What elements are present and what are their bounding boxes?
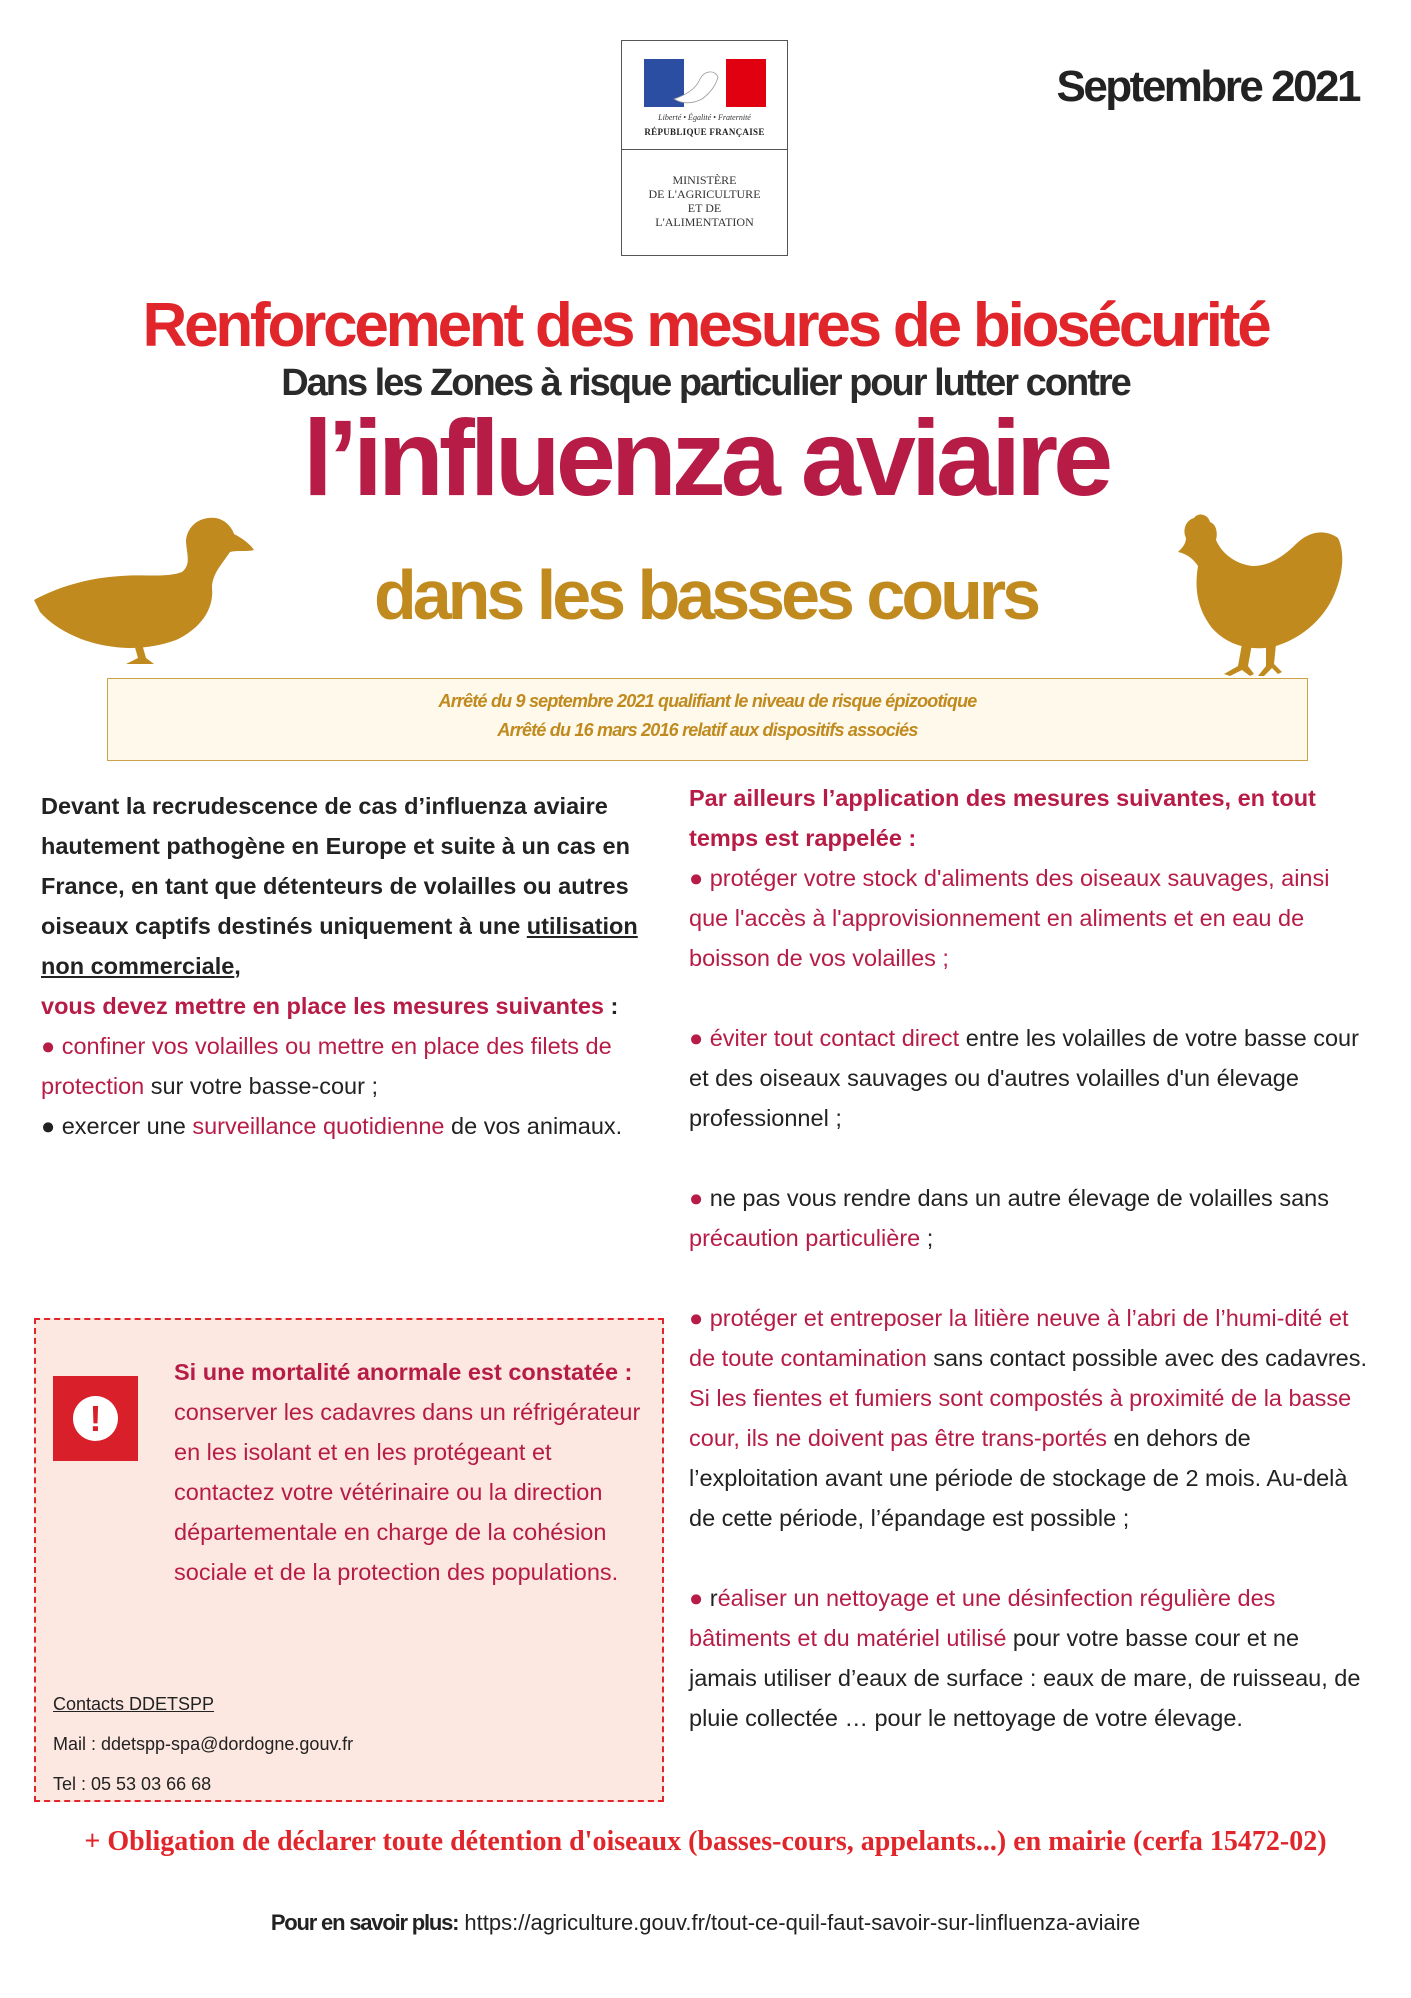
point-5-r: r	[709, 1585, 718, 1611]
point-3-bullet: ●	[689, 1185, 710, 1211]
bullet-2-red: surveillance quotidienne	[192, 1113, 445, 1139]
marianne-flag-icon	[644, 59, 766, 107]
right-point-4	[689, 1298, 1369, 1538]
point-3-red: précaution particulière	[689, 1225, 921, 1251]
bullet-1-rest: sur votre basse-cour ;	[144, 1073, 378, 1099]
bullet-2-pre: ● exercer une	[41, 1113, 193, 1139]
warning-icon-frame	[53, 1376, 138, 1461]
logo-divider	[622, 149, 787, 150]
title-main: l’influenza aviaire	[302, 397, 1109, 518]
right-point-1: ● protéger votre stock d'aliments des oiseaux sauvages, ainsi que l'accès à l'approvisionnement en aliments et en eau de boisson de vos volailles ;	[689, 865, 1330, 971]
legal-reference-2: Arrêté du 16 mars 2016 relatif aux dispositifs associés	[497, 720, 918, 740]
legal-references-box	[107, 678, 1308, 761]
hen-icon	[1172, 510, 1347, 682]
point-2-rest: entre les volailles de votre basse cour et des oiseaux sauvages ou d'autres volailles d'un élevage professionnel ;	[689, 1025, 1359, 1131]
left-measures-heading	[41, 986, 661, 1026]
more-info-link[interactable]: https://agriculture.gouv.fr/tout-ce-quil-faut-savoir-sur-linfluenza-aviaire	[458, 1910, 1141, 1935]
left-intro	[41, 786, 661, 986]
point-5-rest: pour votre basse cour et ne jamais utiliser d’eaux de surface : eaux de mare, de ruisseau, de pluie collectée … pour le nettoyage de votre élevage.	[689, 1625, 1361, 1731]
left-intro-comma: ,	[234, 953, 241, 979]
point-4-mid: sans contact possible avec des cadavres.	[926, 1345, 1367, 1371]
right-point-3	[689, 1178, 1369, 1258]
point-5-red: éaliser un nettoyage et une désinfection régulière des bâtiments et du matériel utilisé	[689, 1585, 1276, 1651]
contact-tel: Tel : 05 53 03 66 68	[53, 1774, 212, 1794]
republic-name: RÉPUBLIQUE FRANÇAISE	[644, 127, 765, 137]
non-commercial-use: utilisation non commerciale	[41, 913, 638, 979]
republic-motto: Liberté • Égalité • Fraternité	[658, 113, 751, 122]
contacts-block	[53, 1684, 353, 1804]
legal-reference-1: Arrêté du 9 septembre 2021 qualifiant le niveau de risque épizootique	[438, 691, 977, 711]
bullet-1-red: ● confiner vos volailles ou mettre en place des filets de protection	[41, 1033, 612, 1099]
contact-mail[interactable]: Mail : ddetspp-spa@dordogne.gouv.fr	[53, 1734, 354, 1754]
more-info	[0, 1910, 1411, 1936]
exclamation-icon: !	[73, 1396, 118, 1441]
alert-body: conserver les cadavres dans un réfrigérateur en les isolant et en les protégeant et contactez votre vétérinaire ou la direction départementale en charge de la cohésion sociale et de la protection des populations.	[174, 1399, 641, 1585]
point-2-red: ● éviter tout contact direct	[689, 1025, 960, 1051]
title-line-1: Renforcement des mesures de biosécurité	[142, 291, 1269, 360]
ministry-logo	[621, 40, 788, 256]
ministry-name: MINISTÈRE DE L'AGRICULTURE ET DE L'ALIMENTATION	[648, 173, 761, 229]
left-intro-text: Devant la recrudescence de cas d’influenza aviaire hautement pathogène en Europe et suite à un cas en France, en tant que détenteurs de volailles ou autres oiseaux captifs destinés uniquement à une	[41, 793, 630, 939]
title-line-2: Dans les Zones à risque particulier pour lutter contre	[281, 362, 1130, 404]
point-4-red-1: ● protéger et entreposer la litière neuve à l’abri de l’humi-dité et de toute contamination	[689, 1305, 1349, 1371]
alert-text	[174, 1352, 649, 1592]
more-info-label: Pour en savoir plus:	[270, 1910, 459, 1935]
point-5-bullet: ●	[689, 1585, 710, 1611]
duck-icon	[26, 512, 256, 667]
left-bullet-2	[41, 1106, 661, 1146]
measures-heading-red: vous devez mettre en place les mesures suivantes	[41, 993, 604, 1019]
alert-bold: Si une mortalité anormale est constatée :	[174, 1359, 633, 1385]
right-point-2	[689, 1018, 1369, 1138]
contacts-title: Contacts DDETSPP	[53, 1694, 215, 1714]
right-column	[689, 778, 1369, 1738]
measures-heading-colon: :	[603, 993, 619, 1019]
point-4-red-2: Si les fientes et fumiers sont compostés à proximité de la basse cour, ils ne doivent pas être trans-portés	[689, 1385, 1352, 1451]
bullet-2-rest: de vos animaux.	[444, 1113, 623, 1139]
right-intro: Par ailleurs l’application des mesures suivantes, en tout temps est rappelée :	[689, 785, 1316, 851]
title-line-4: dans les basses cours	[373, 556, 1038, 634]
document-date: Septembre 2021	[1056, 62, 1359, 111]
left-bullet-1	[41, 1026, 661, 1106]
right-point-5	[689, 1578, 1369, 1738]
mortality-alert-box	[34, 1318, 664, 1802]
point-3-rest: ;	[920, 1225, 934, 1251]
declaration-obligation: + Obligation de déclarer toute détention d'oiseaux (basses-cours, appelants...) en mairie (cerfa 15472-02)	[84, 1826, 1327, 1857]
point-3-pre: ne pas vous rendre dans un autre élevage de volailles sans	[709, 1185, 1329, 1211]
point-4-rest: en dehors de l’exploitation avant une période de stockage de 2 mois. Au-delà de cette période, l’épandage est possible ;	[689, 1425, 1348, 1531]
left-column	[41, 786, 661, 1146]
